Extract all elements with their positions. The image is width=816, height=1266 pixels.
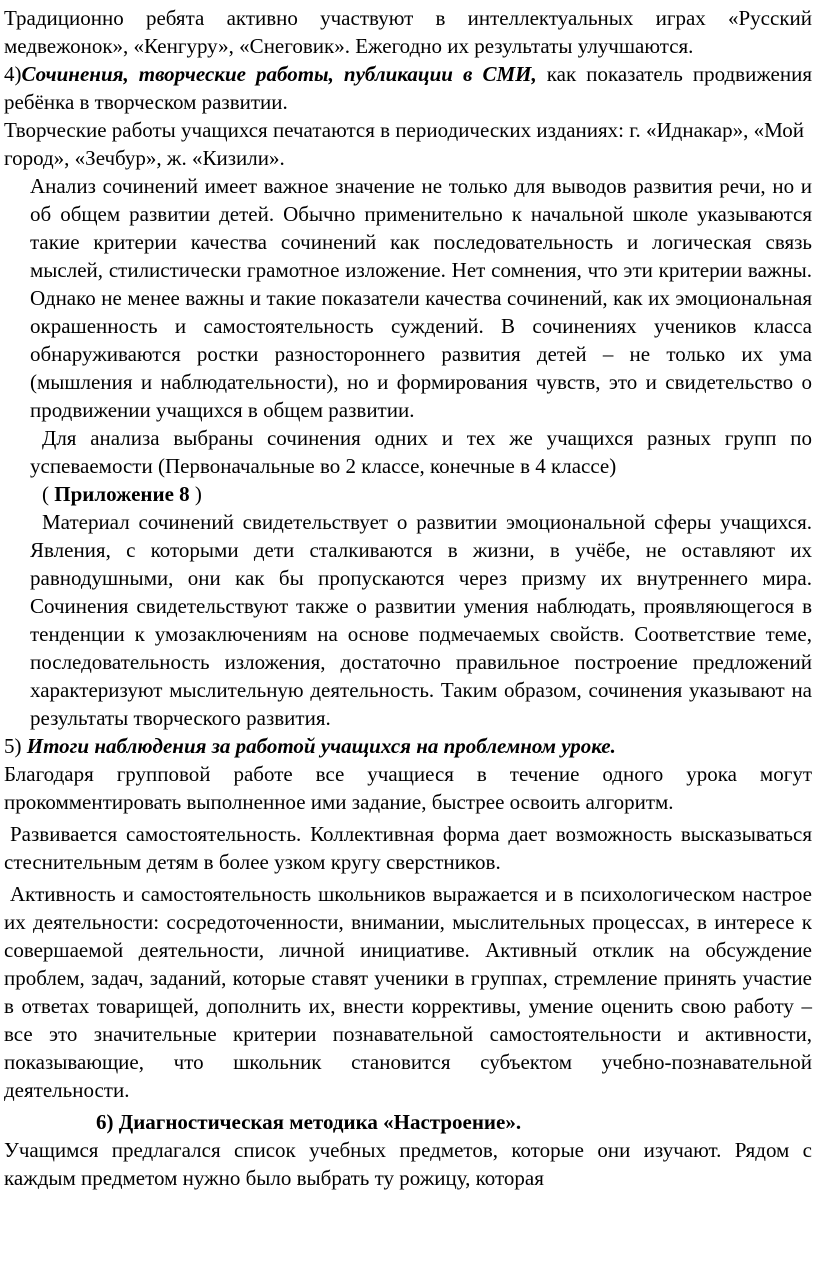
paragraph-olympiads: Традиционно ребята активно участвуют в интеллектуальных играх «Русский медвежонок», «Кенгуру», «Снеговик». Ежегодно их результаты улучшаются. <box>4 6 812 58</box>
paragraph-selection: Для анализа выбраны сочинения одних и тех же учащихся разных групп по успеваемости (Первоначальные во 2 классе, конечные в 4 классе) <box>30 426 812 478</box>
paragraph-publications: Творческие работы учащихся печатаются в периодических изданиях: г. «Иднакар», «Мой город», «Зечбур», ж. «Кизили». <box>4 118 804 170</box>
essays-heading-rest: как показатель продвижения ребёнка в творческом развитии. <box>4 62 813 114</box>
observation-heading-bold: Итоги наблюдения за работой учащихся на проблемном уроке. <box>26 734 616 758</box>
appendix-label: Приложение 8 <box>54 482 190 506</box>
paragraph-diagnostic-method: Учащимся предлагался список учебных предметов, которые они изучают. Рядом с каждым предметом нужно было выбрать ту рожицу, которая <box>4 1138 812 1190</box>
diagnostic-heading: 6) Диагностическая методика «Настроение». <box>96 1110 522 1134</box>
appendix-open: ( <box>42 482 55 506</box>
paragraph-observation-heading <box>4 732 812 760</box>
appendix-close: ) <box>189 482 202 506</box>
essays-heading-bold: Сочинения, творческие работы, публикации в СМИ, <box>21 62 537 86</box>
paragraph-essays-heading <box>4 60 812 116</box>
paragraph-independence: Развивается самостоятельность. Коллективная форма дает возможность высказываться стеснительным детям в более узком кругу сверстников. <box>4 822 812 874</box>
paragraph-group-work: Благодаря групповой работе все учащиеся в течение одного урока могут прокомментировать выполненное ими задание, быстрее освоить алгоритм. <box>4 762 812 814</box>
paragraph-activity: Активность и самостоятельность школьников выражается и в психологическом настрое их деятельности: сосредоточенности, внимании, мыслительных процессах, в интересе к совершаемой деятельности, личной инициативе. Активный отклик на обсуждение проблем, задач, заданий, которые ставят ученики в группах, стремление принять участие в ответах товарищей, дополнить их, внести коррективы, умение оценить свою работу – все это значительные критерии познавательной самостоятельности и активности, показывающие, что школьник становится субъектом учебно-познавательной деятельности. <box>4 882 812 1102</box>
item-number: 5) <box>4 734 27 758</box>
appendix-reference <box>4 480 812 508</box>
item-number: 4) <box>4 62 22 86</box>
paragraph-emotional-sphere: Материал сочинений свидетельствует о развитии эмоциональной сферы учащихся. Явления, с которыми дети сталкиваются в жизни, в учёбе, не оставляют их равнодушными, они как бы пропускаются через призму их внутреннего мира. Сочинения свидетельствуют также о развитии умения наблюдать, проявляющегося в тенденции к умозаключениям на основе подмечаемых свойств. Соответствие теме, последовательность изложения, достаточно правильное построение предложений характеризуют мыслительную деятельность. Таким образом, сочинения указывают на результаты творческого развития. <box>30 510 812 730</box>
paragraph-essay-analysis: Анализ сочинений имеет важное значение не только для выводов развития речи, но и об общем развитии детей. Обычно применительно к начальной школе указываются такие критерии качества сочинений как последовательность и логическая связь мыслей, стилистически грамотное изложение. Нет сомнения, что эти критерии важны. Однако не менее важны и такие показатели качества сочинений, как их эмоциональная окрашенность и самостоятельность суждений. В сочинениях учеников класса обнаруживаются ростки разностороннего развития детей – не только их ума (мышления и наблюдательности), но и формирования чувств, это и свидетельство о продвижении учащихся в общем развитии. <box>30 174 812 422</box>
